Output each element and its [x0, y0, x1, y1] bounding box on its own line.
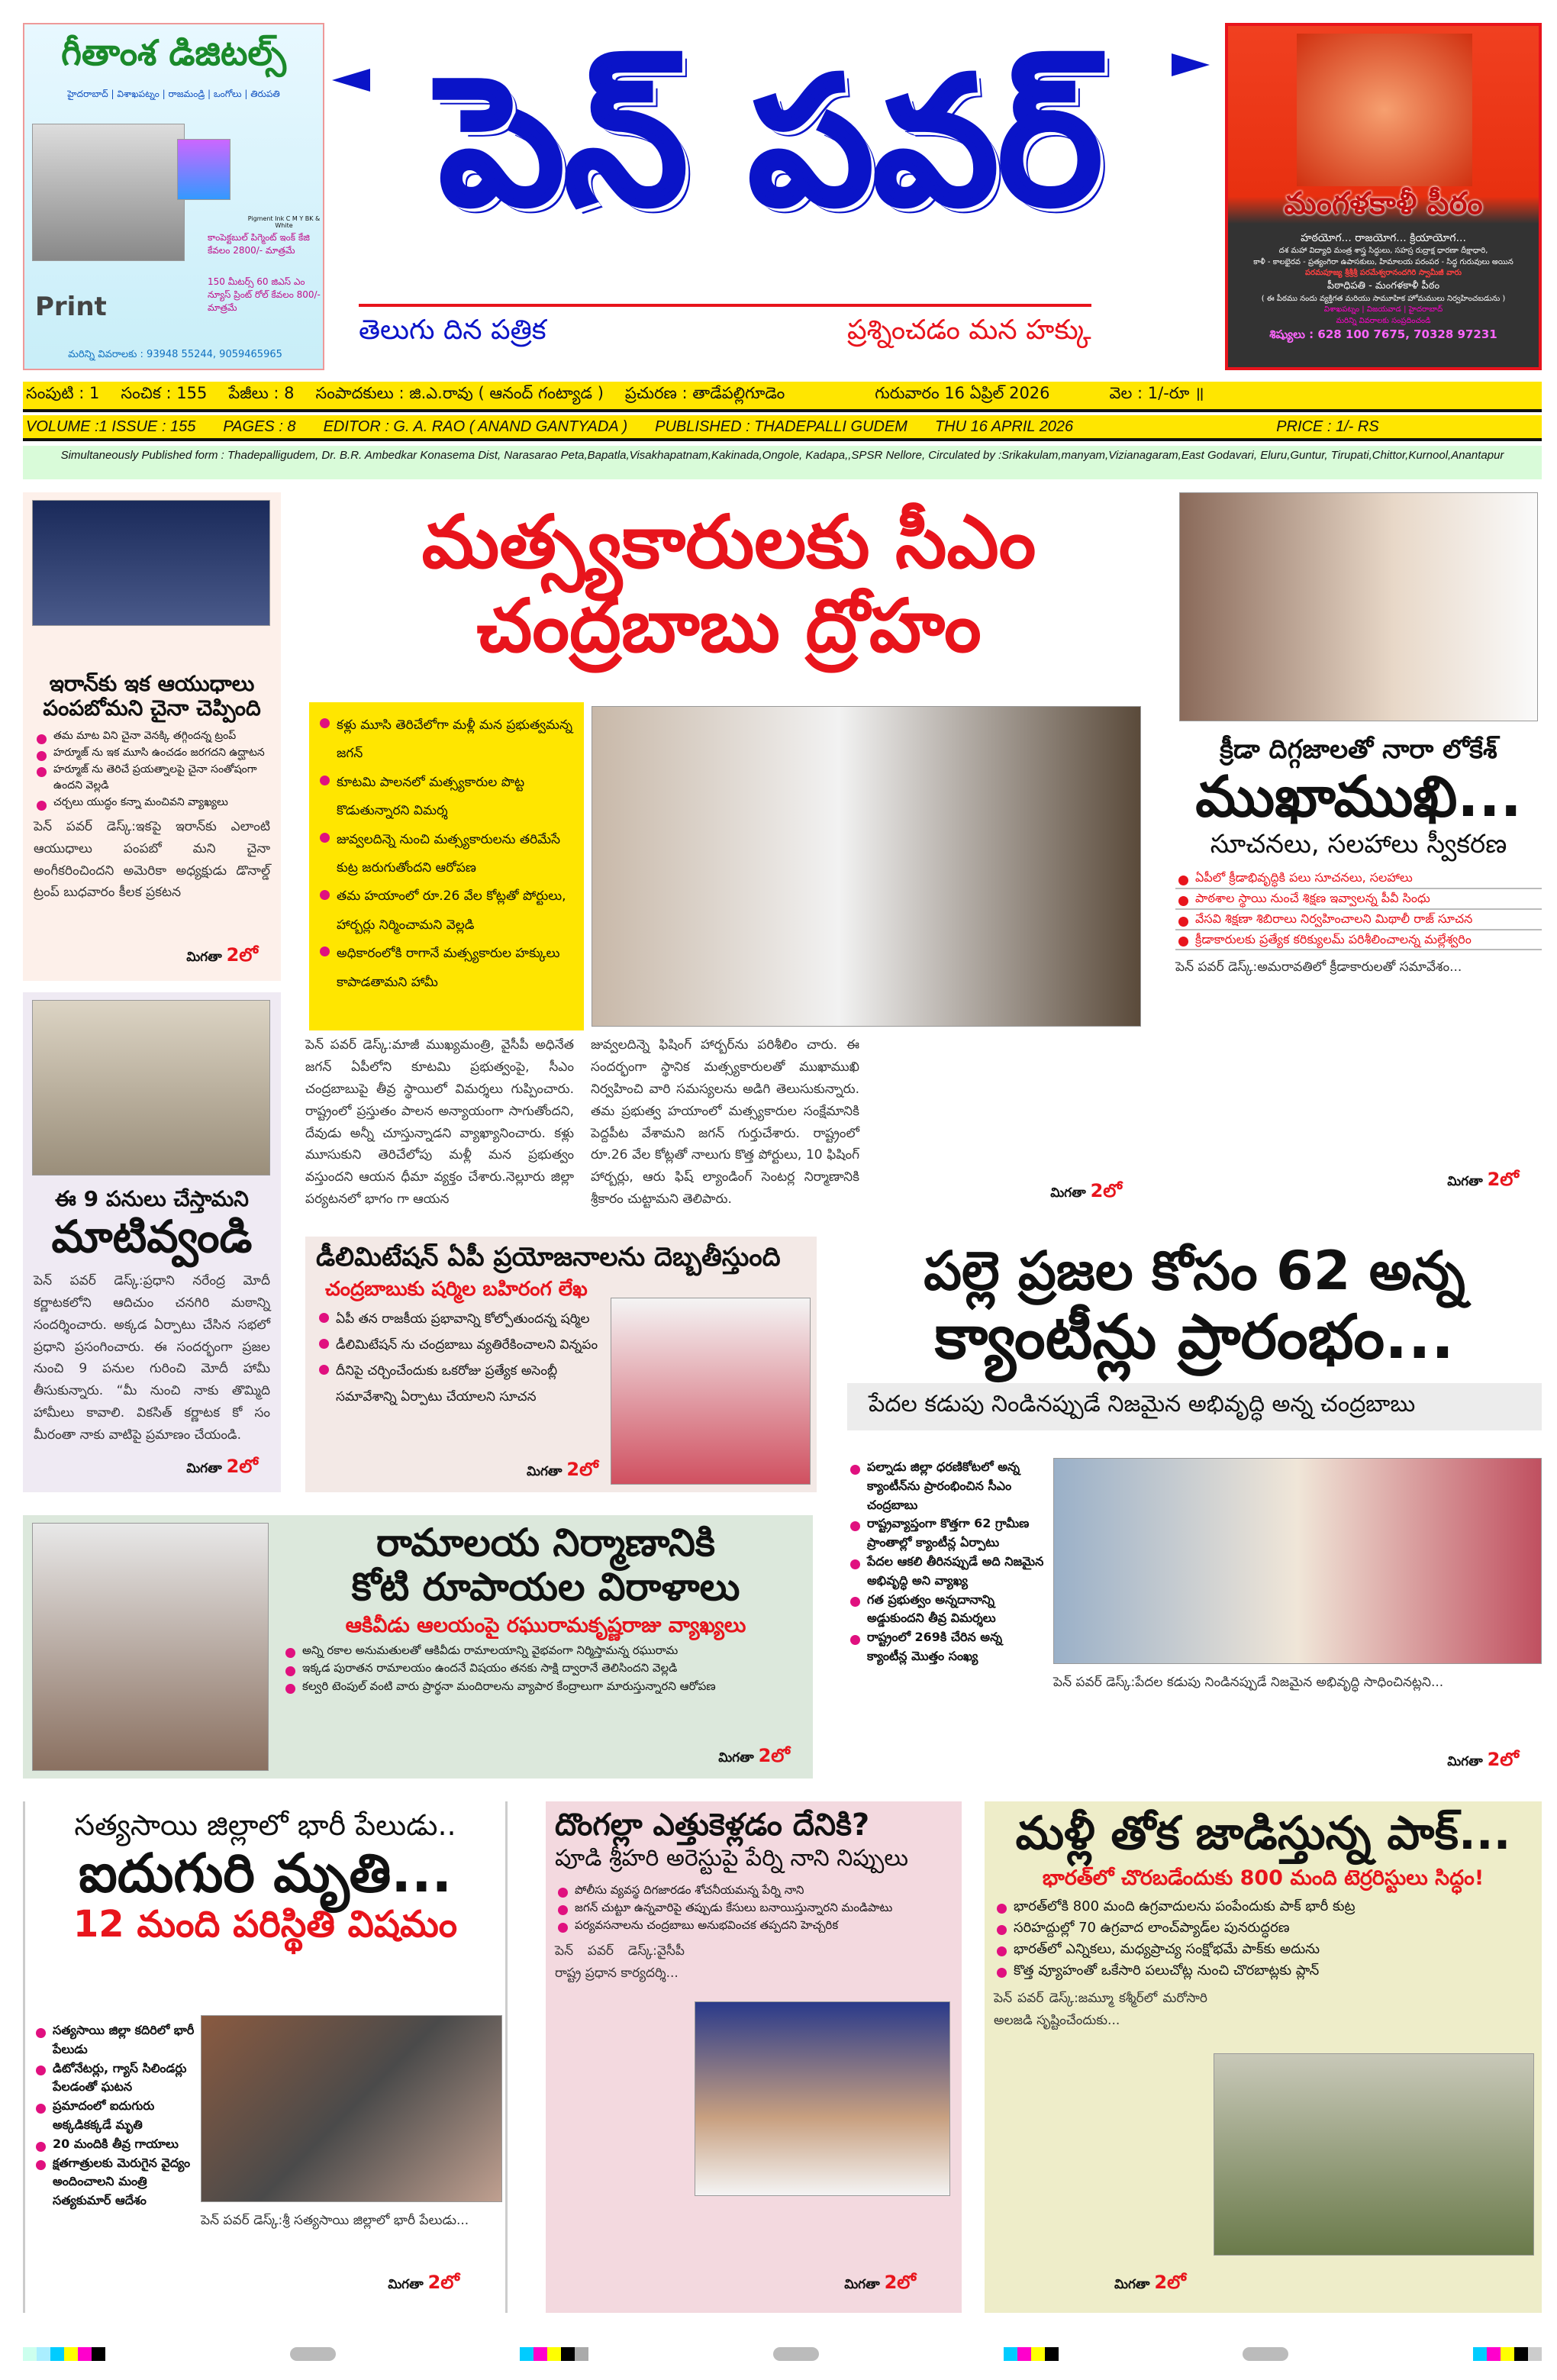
editions-bar: Simultaneously Published form : Thadepalligudem, Dr. B.R. Ambedkar Konasema Dist, Narasarao Peta,Bapatla,Visakhapatnam,Kakinada,Ongole, Kadapa,,SPSR Nellore, Circulated by :Srikakulam,manyam,Vizianagaram,East Godavari, Eluru,Guntur, Tirupati,Chittor,Kurnool,Anantapur	[23, 446, 1542, 479]
bullet: భారత్‌లోకి 800 మంది ఉగ్రవాదులను పంపేందుకు పాక్ భారీ కుట్ర	[994, 1896, 1533, 1917]
headline: ముఖాముఖి...	[1195, 764, 1522, 830]
issue-te: సంచిక : 155	[121, 384, 208, 402]
body-col-2: జువ్వలదిన్నె ఫిషింగ్ హార్బర్‌ను పరిశీలిం చారు. ఈ సందర్భంగా స్థానిక మత్స్యకారులతో ముఖాముఖి నిర్వహించి వారి సమస్యలను అడిగి తెలుసుకున్నారు. తమ ప్రభుత్వ హయాంలో మత్స్యకారుల సంక్షేమానికి పెద్దపీట వేశామని జగన్ గుర్తుచేశారు. రాష్ట్రంలో రూ.26 వేల కోట్లతో నాలుగు కొత్త పోర్టులు, 10 ఫిషింగ్ హార్బర్లు, ఆరు ఫిష్ ల్యాండింగ్ సెంటర్ల నిర్మాణానికి శ్రీకారం చుట్టామని తెలిపారు.	[591, 1037, 859, 1208]
bullet: క్షతగాత్రులకు మెరుగైన వైద్యం అందించాలని మంత్రి సత్యకుమార్ ఆదేశం	[33, 2154, 197, 2211]
story-modi[interactable]	[23, 992, 281, 1492]
bullet: డిటోనేటర్లు, గ్యాస్ సిలిండర్లు పేలడంతో ఘటన	[33, 2059, 197, 2098]
bullet: 20 మందికి తీవ్ర గాయాలు	[33, 2135, 197, 2154]
subhead: భారత్‌లో చొరబడేందుకు 800 మంది టెర్రరిస్టులు సిద్ధం!	[1042, 1866, 1484, 1890]
body-text: పెన్ పవర్ డెస్క్:పేదల కడుపు నిండినప్పుడే నిజమైన అభివృద్ధి సాధించినట్లని...	[1053, 1675, 1444, 1690]
story-lokesh[interactable]	[1175, 492, 1542, 1202]
ad-geethamsha-digitals[interactable]	[23, 23, 324, 370]
ad-offer-2: 150 మీటర్స్ 60 జిఎస్ ఎం న్యూస్ ప్రింట్ రోల్ కేవలం 800/- మాత్రమే	[208, 276, 321, 313]
body-col-1: పెన్ పవర్ డెస్క్:మాజీ ముఖ్యమంత్రి, వైసీపీ అధినేత జగన్ ఏపీలోని కూటమి ప్రభుత్వంపై, సీఎం చంద్రబాబుపై తీవ్ర స్థాయిలో విమర్శలు గుప్పించారు. రాష్ట్రంలో ప్రస్తుతం పాలన అన్యాయంగా సాగుతోందని, దేవుడు అన్నీ చూస్తున్నాడని వ్యాఖ్యానించారు. కళ్లు మూసుకుని తెరిచేలోపు మళ్లీ మన ప్రభుత్వం వస్తుందని ఆయన ధీమా వ్యక్తం చేశారు.నెల్లూరు జిల్లా పర్యటనలో భాగం గా ఆయన	[305, 1037, 574, 1208]
headline: దొంగల్లా ఎత్తుకెళ్లడం దేనికి?	[555, 1808, 870, 1843]
headline: మాటివ్వండి	[51, 1211, 253, 1263]
bullet: జగన్ చుట్టూ ఉన్నవారిపై తప్పుడు కేసులు బనాయిస్తున్నారని మండిపాటు	[555, 1899, 953, 1917]
continued-label[interactable]: మిగతా 2లో	[1050, 1180, 1122, 1202]
subhead: 12 మంది పరిస్థితి విషమం	[73, 1903, 458, 1946]
bullet: ఇక్కడ పురాతన రామాలయం ఉందనే విషయం తనకు సాక్షి ద్వారానే తెలిసిందని వెల్లడి	[282, 1659, 809, 1677]
story-pakistan[interactable]	[985, 1801, 1542, 2313]
bullet: గత ప్రభుత్వం అన్నదానాన్ని అడ్డుకుందని తీవ్ర విమర్శలు	[847, 1591, 1046, 1629]
bullet: పాఠశాల స్థాయి నుంచే శిక్షణ ఇవ్వాలన్న పీవీ సింధు	[1175, 889, 1542, 910]
headline-line-1: రామాలయ నిర్మాణానికి	[376, 1521, 715, 1565]
pen-nib-right-icon	[1172, 53, 1210, 76]
pages-te: పేజీలు : 8	[228, 384, 295, 402]
story-delimitation[interactable]	[305, 1237, 817, 1492]
bullet-list	[34, 728, 270, 811]
bullet: కల్వరి టెంపుల్ వంటి వారు ప్రార్థనా మందిరాలను వ్యాపార కేంద్రాలుగా మారుస్తున్నారని ఆరోపణ	[282, 1678, 809, 1695]
jagan-photo	[592, 706, 1141, 1027]
bullet: హర్మూజ్ ను తెరిచే ప్రయత్నాలపై చైనా సంతోషంగా ఉందని వెల్లడి	[34, 762, 270, 795]
print-logo: Print	[35, 292, 107, 322]
continued-label[interactable]: మిగతా 2లో	[1447, 1169, 1519, 1190]
headline-line-1: మత్స్యకారులకు సీఎం	[421, 499, 1036, 585]
bullet: అన్ని రకాల అనుమతులతో ఆకివీడు రామాలయాన్ని వైభవంగా నిర్మిస్తామన్న రఘురామ	[282, 1642, 809, 1659]
lokesh-sindhu-photo	[1179, 492, 1538, 721]
ad-brand: గీతాంశ డిజిటల్స్	[61, 32, 286, 73]
bullet: అధికారంలోకి రాగానే మత్స్యకారుల హక్కులు కాపాడతామని హామీ	[317, 940, 576, 997]
kicker: సత్యసాయి జిల్లాలో భారీ పేలుడు..	[74, 1808, 456, 1842]
ad-offer-1: కాంపెక్టబుల్ పిగ్మెంట్ ఇంక్ కేజి కేవలం 2800/- మాత్రమే	[208, 232, 310, 256]
ink-bottles-image	[177, 139, 230, 200]
ad-contact: మరిన్ని వివరాలకు : 93948 55244, 9059465965	[68, 349, 282, 360]
price-en: PRICE : 1/- RS	[1276, 418, 1379, 435]
continued-label[interactable]: మిగతా 2లో	[186, 944, 258, 966]
ad-contact: శిష్యులు : 628 100 7675, 70328 97231	[1269, 327, 1497, 342]
price-te: వెల : 1/-రూ ॥	[1109, 384, 1204, 402]
tagline-left: తెలుగు దిన పత్రిక	[359, 314, 546, 346]
bullet: పోలీసు వ్యవస్థ దిగజారడం శోచనీయమన్న పేర్ని నాని	[555, 1882, 953, 1899]
pen-nib-left-icon	[332, 69, 370, 92]
story-blast[interactable]	[23, 1801, 508, 2313]
date-en: THU 16 APRIL 2026	[934, 418, 1074, 435]
published-en: PUBLISHED : THADEPALLI GUDEM	[655, 418, 907, 435]
ad-more: మరిన్ని వివరాలకు సంప్రదించండి	[1336, 316, 1431, 325]
kicker: ఈ 9 పనులు చేస్తామని	[55, 1186, 249, 1211]
bullet: కూటమి పాలనలో మత్స్యకారుల పొట్ట కొడుతున్నారని విమర్శ	[317, 769, 576, 826]
bullet-list	[994, 1896, 1533, 1982]
headline: డీలిమిటేషన్ ఏపీ ప్రయోజనాలను దెబ్బతీస్తుంది	[316, 1242, 781, 1272]
chandrababu-canteen-photo	[1053, 1458, 1542, 1664]
printer-image	[32, 124, 185, 261]
bullet: పర్యవసనాలను చంద్రబాబు అనుభవించక తప్పదని హెచ్చరిక	[555, 1917, 953, 1934]
ad-note: ( ఈ పీఠము నందు వ్యక్తిగత మరియు సామూహిక హోమములు నిర్వహించబడును )	[1261, 294, 1506, 303]
editor-en: EDITOR : G. A. RAO ( ANAND GANTYADA )	[323, 418, 628, 435]
blast-debris-photo	[201, 2015, 502, 2202]
story-ramalayam[interactable]	[23, 1515, 813, 1779]
ad-line-2: కాళీ - కాలభైరవ - ప్రత్యంగిరా ఉపాసకులు, హిమాలయ పరంపర - సిద్ధ గురువులు అయిన	[1253, 257, 1513, 266]
bullet: రాష్ట్రవ్యాప్తంగా కొత్తగా 62 గ్రామీణ ప్రాంతాల్లో క్యాంటీన్ల ఏర్పాటు	[847, 1514, 1046, 1553]
bullet: డీలిమిటేషన్ ను చంద్రబాబు వ్యతిరేకించాలని విన్నపం	[316, 1332, 598, 1358]
bullet-list	[1175, 869, 1542, 950]
bullet: కళ్లు మూసి తెరిచేలోగా మళ్లీ మన ప్రభుత్వమన్న జగన్	[317, 711, 576, 769]
subhead: పూడి శ్రీహరి అరెస్టుపై పేర్ని నాని నిప్పులు	[555, 1845, 909, 1872]
headline: ఇరాన్‌కు ఇక ఆయుధాలు పంపబోమని చైనా చెప్పింది	[43, 671, 261, 721]
volume-te: సంపుటి : 1	[26, 384, 100, 402]
ad-mangalakali-peetham[interactable]	[1225, 23, 1542, 370]
bullet-list	[316, 1306, 598, 1410]
bullet-list	[847, 1458, 1046, 1666]
continued-label[interactable]: మిగతా 2లో	[1114, 2272, 1186, 2293]
info-bar-telugu	[23, 382, 1542, 412]
bullet: సత్యసాయి జిల్లా కదిరిలో భారీ పేలుడు	[33, 2021, 197, 2059]
headline-line-2: చంద్రబాబు ద్రోహం	[476, 583, 982, 669]
continued-label[interactable]: మిగతా 2లో	[1447, 1749, 1519, 1770]
bullet-list	[33, 2021, 197, 2211]
bullet: జువ్వలదిన్నె నుంచి మత్స్యకారులను తరిమేసే కుట్ర జరుగుతోందని ఆరోపణ	[317, 826, 576, 883]
ad-cities: విశాఖపట్నం | విజయవాడ | హైదరాబాద్	[1323, 305, 1443, 314]
story-perni-nani[interactable]	[546, 1801, 962, 2313]
volume-issue-en: VOLUME :1 ISSUE : 155	[26, 418, 196, 435]
continued-label[interactable]: మిగతా 2లో	[186, 1456, 258, 1477]
body-text: పెన్ పవర్ డెస్క్:వైసీపీ రాష్ట్ర ప్రధాన కార్యదర్శి...	[555, 1943, 685, 1982]
headline-line-1: పల్లె ప్రజల కోసం 62 అన్న	[924, 1240, 1465, 1302]
trump-photo	[32, 500, 270, 626]
body-text: పెన్ పవర్ డెస్క్:శ్రీ సత్యసాయి జిల్లాలో భారీ పేలుడు...	[201, 2213, 469, 2228]
continued-label[interactable]: మిగతా 2లో	[718, 1745, 790, 1766]
continued-label[interactable]: మిగతా 2లో	[844, 2272, 916, 2293]
bullet-list	[555, 1882, 953, 1935]
info-bar-english	[23, 415, 1542, 441]
bullet: సరిహద్దుల్లో 70 ఉగ్రవాద లాంచ్‌ప్యాడ్‌ల పునరుద్ధరణ	[994, 1917, 1533, 1939]
color-registration-marks	[23, 2347, 1542, 2361]
bullet: ఏపీ తన రాజకీయ ప్రభావాన్ని కోల్పోతుందన్న షర్మిల	[316, 1306, 598, 1332]
bullet: కొత్త వ్యూహంతో ఒకేసారి పలుచోట్ల నుంచి చొరబాట్లకు ప్లాన్	[994, 1960, 1533, 1982]
headline-line-2: క్యాంటీన్లు ప్రారంభం...	[934, 1301, 1455, 1372]
newspaper-title: పెన్ పవర్	[439, 40, 1103, 244]
bullet: భారత్‌లో ఎన్నికలు, మధ్యప్రాచ్య సంక్షోభమే పాక్‌కు అదును	[994, 1939, 1533, 1960]
ad-cities: హైదరాబాద్ | విశాఖపట్నం | రాజమండ్రి | ఒంగోలు | తిరుపతి	[67, 89, 280, 99]
ad-swamiji-name: పరమపూజ్య శ్రీశ్రీశ్రీ పరమేశ్వరానందగిరి స్వామీజీ వారు	[1305, 269, 1462, 278]
continued-label[interactable]: మిగతా 2లో	[388, 2272, 459, 2293]
tagline-right: ప్రశ్నించడం మన హక్కు	[847, 314, 1091, 346]
bullet: పల్నాడు జిల్లా ధరణికోటలో అన్న క్యాంటీన్‌ను ప్రారంభించిన సీఎం చంద్రబాబు	[847, 1458, 1046, 1514]
bullet: తమ హయాంలో రూ.26 వేల కోట్లతో పోర్టులు, హార్బర్లు నిర్మించామని వెల్లడి	[317, 882, 576, 940]
ad-title: మంగళకాళీ పీఠం	[1284, 186, 1483, 221]
story-main-fishermen[interactable]	[305, 500, 1152, 1210]
bullet: హర్మూజ్ ను ఇక మూసి ఉంచడం జరగదని ఉద్ఘాటన	[34, 745, 270, 762]
bullet: పేదల ఆకలి తీరినప్పుడే అది నిజమైన అభివృద్ధి అని వ్యాఖ్య	[847, 1553, 1046, 1591]
perni-nani-photo	[695, 2001, 950, 2196]
sharmila-photo	[611, 1298, 811, 1485]
ad-line-1: దశ మహా విద్యాధి మంత్ర శాస్త్ర సిద్ధులు, సహస్ర రుద్రాక్ష ధారణా దీక్షాధారి,	[1278, 247, 1488, 256]
kicker: క్రీడా దిగ్గజాలతో నారా లోకేశ్	[1220, 734, 1497, 765]
story-anna-canteen[interactable]	[847, 1240, 1542, 1782]
body-text: పెన్ పవర్ డెస్క్:జమ్మూ కశ్మీర్‌లో మరోసారి అలజడి సృష్టించేందుకు...	[994, 1990, 1207, 2028]
body-text: పెన్ పవర్ డెస్క్:అమరావతిలో క్రీడాకారులతో సమావేశం...	[1175, 959, 1462, 976]
bullet: దీనిపై చర్చించేందుకు ఒకరోజు ప్రత్యేక అసెంబ్లీ సమావేశాన్ని ఏర్పాటు చేయాలని సూచన	[316, 1358, 598, 1410]
bullet: రాష్ట్రంలో 269కి చేరిన అన్న క్యాంటీన్ల మొత్తం సంఖ్య	[847, 1628, 1046, 1666]
headline-line-2: కోటి రూపాయల విరాళాలు	[351, 1564, 740, 1609]
bullet: చర్చలు యుద్ధం కన్నా మంచివని వ్యాఖ్యలు	[34, 795, 270, 811]
bullet: ప్రమాదంలో ఐదుగురు అక్కడికక్కడే మృతి	[33, 2097, 197, 2135]
body-text: పెన్ పవర్ డెస్క్:ప్రధాని నరేంద్ర మోదీ కర్ణాటకలోని ఆదిచుం చనగిరి మఠాన్ని సందర్శించారు. అక్కడ ఏర్పాటు చేసిన సభలో ప్రధాని ప్రసంగించారు. ఈ సందర్భంగా ప్రజల నుంచి 9 పనుల గురించి మోదీ హామీ తీసుకున్నారు. “మీ నుంచి నాకు తొమ్మిది హామీలు కావాలి. వికసిత్ కర్ణాటక కో సం మీరంతా నాకు వాటిపై ప్రమాణం చేయండి.	[34, 1272, 270, 1443]
pages-en: PAGES : 8	[223, 418, 296, 435]
highlights-box	[309, 702, 584, 1030]
subhead-bar: పేదల కడుపు నిండినప్పుడే నిజమైన అభివృద్ధి అన్న చంద్రబాబు	[847, 1383, 1542, 1430]
editor-te: సంపాదకులు : జి.ఎ.రావు ( ఆనంద్ గంట్యాడ )	[315, 384, 604, 402]
raghurama-photo	[32, 1523, 269, 1771]
headline: మళ్లీ తోక జాడిస్తున్న పాక్...	[1015, 1807, 1511, 1860]
story-iran[interactable]	[23, 492, 281, 981]
bullet: ఏపీలో క్రీడాభివృద్ధికి పలు సూచనలు, సలహాలు	[1175, 869, 1542, 889]
headline: ఐదుగురి మృతి...	[78, 1841, 453, 1904]
subhead: సూచనలు, సలహాలు స్వీకరణ	[1210, 829, 1507, 860]
published-te: ప్రచురణ : తాడేపల్లిగూడెం	[624, 384, 785, 402]
army-soldiers-photo	[1214, 2053, 1534, 2256]
masthead	[328, 23, 1217, 370]
bullet: తమ మాట విని చైనా వెనక్కి తగ్గిందన్న ట్రంప్	[34, 728, 270, 745]
ad-yoga: హఠయోగ... రాజయోగ... క్రియాయోగ...	[1301, 232, 1466, 244]
modi-photo	[32, 1000, 270, 1175]
masthead-rule	[359, 304, 1091, 307]
bullet: క్రీడాకారులకు ప్రత్యేక కరిక్యులమ్ పరిశీలించాలన్న మల్లేశ్వరిం	[1175, 930, 1542, 951]
ink-label: Pigment Ink C M Y BK & White	[247, 215, 321, 229]
swamiji-photo	[1297, 34, 1472, 186]
ad-post: పీఠాధిపతి - మంగళకాళీ పీఠం	[1327, 279, 1440, 292]
subhead: ఆకివీడు ఆలయంపై రఘురామకృష్ణరాజు వ్యాఖ్యలు	[345, 1614, 746, 1637]
bullet-list	[282, 1642, 809, 1695]
date-te: గురువారం 16 ఏప్రిల్ 2026	[875, 384, 1050, 402]
continued-label[interactable]: మిగతా 2లో	[527, 1459, 598, 1480]
subhead: చంద్రబాబుకు షర్మిల బహిరంగ లేఖ	[325, 1278, 588, 1301]
body-text: పెన్ పవర్ డెస్క్:ఇకపై ఇరాన్‌కు ఎలాంటి ఆయుధాలు పంపబో మని చైనా అంగీకరించిందని అమెరికా అధ్యక్షుడు డొనాల్డ్ ట్రంప్ బుధవారం కీలక ప్రకటన	[34, 818, 270, 901]
bullet: వేసవి శిక్షణా శిబిరాలు నిర్వహించాలని మిథాలీ రాజ్ సూచన	[1175, 910, 1542, 930]
